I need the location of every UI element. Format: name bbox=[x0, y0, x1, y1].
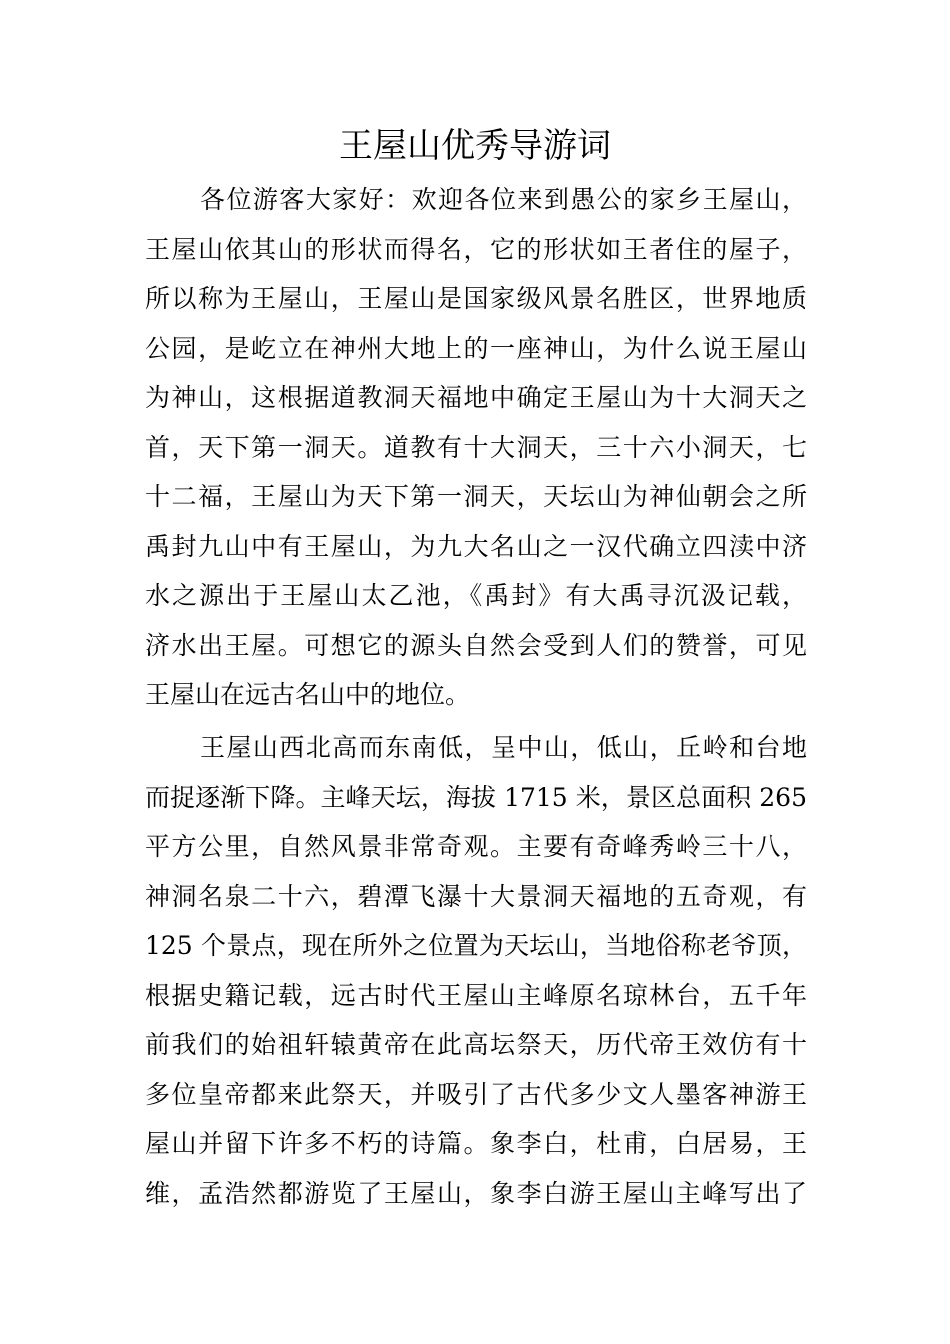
paragraph-line: 王屋山西北高而东南低，呈中山，低山，丘岭和台地 bbox=[200, 733, 807, 762]
paragraph-line: 十二福，王屋山为天下第一洞天，天坛山为神仙朝会之所 bbox=[145, 482, 807, 511]
paragraph-1 bbox=[145, 175, 807, 720]
paragraph-line: 济水出王屋。可想它的源头自然会受到人们的赞誉，可见 bbox=[145, 630, 807, 660]
paragraph-line: 禹封九山中有王屋山，为九大名山之一汉代确立四渎中济 bbox=[145, 531, 807, 561]
paragraph-line: 首，天下第一洞天。道教有十大洞天，三十六小洞天，七 bbox=[145, 432, 807, 462]
paragraph-line: 前我们的始祖轩辕黄帝在此高坛祭天，历代帝王效仿有十 bbox=[145, 1030, 807, 1059]
paragraph-line: 125 个景点，现在所外之位置为天坛山，当地俗称老爷顶， bbox=[145, 931, 807, 960]
paragraph-line: 而捉逐渐下降。主峰天坛，海拔 1715 米，景区总面积 265 bbox=[145, 782, 807, 812]
paragraph-line: 神洞名泉二十六，碧潭飞瀑十大景洞天福地的五奇观，有 bbox=[145, 881, 807, 911]
paragraph-line: 公园，是屹立在神州大地上的一座神山，为什么说王屋山 bbox=[145, 333, 807, 363]
paragraph-line: 各位游客大家好：欢迎各位来到愚公的家乡王屋山， bbox=[200, 185, 807, 214]
paragraph-line: 水之源出于王屋山太乙池，《禹封》有大禹寻沉汲记载， bbox=[145, 581, 807, 610]
paragraph-line: 为神山，这根据道教洞天福地中确定王屋山为十大洞天之 bbox=[145, 383, 807, 412]
paragraph-line: 屋山并留下许多不朽的诗篇。象李白，杜甫，白居易，王 bbox=[145, 1129, 807, 1158]
paragraph-line: 平方公里，自然风景非常奇观。主要有奇峰秀岭三十八， bbox=[145, 832, 807, 861]
paragraph-2 bbox=[145, 723, 807, 1218]
paragraph-line: 王屋山依其山的形状而得名，它的形状如王者住的屋子， bbox=[145, 234, 807, 264]
document-title: 王屋山优秀导游词 bbox=[339, 126, 611, 166]
paragraph-line: 维，孟浩然都游览了王屋山，象李白游王屋山主峰写出了 bbox=[145, 1178, 807, 1208]
paragraph-line: 王屋山在远古名山中的地位。 bbox=[145, 680, 471, 709]
paragraph-line: 多位皇帝都来此祭天，并吸引了古代多少文人墨客神游王 bbox=[145, 1079, 807, 1109]
paragraph-line: 所以称为王屋山，王屋山是国家级风景名胜区，世界地质 bbox=[145, 284, 807, 313]
paragraph-line: 根据史籍记载，远古时代王屋山主峰原名琼林台，五千年 bbox=[145, 980, 807, 1010]
